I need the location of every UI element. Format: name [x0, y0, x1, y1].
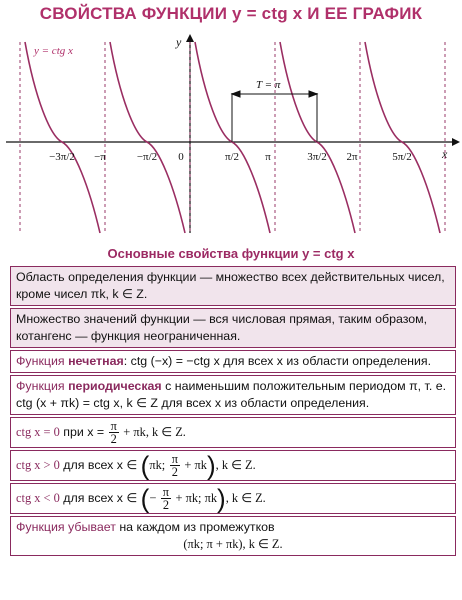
property-text: на каждом из промежутков	[119, 520, 275, 534]
function-label: y = ctg x	[34, 45, 73, 57]
section-subtitle: Основные свойства функции y = ctg x	[107, 246, 355, 261]
tick-labels	[49, 151, 412, 163]
property-lead: ctg x < 0	[16, 490, 60, 505]
tick-label: 0	[178, 151, 184, 163]
property-keyword: нечетная	[68, 354, 124, 368]
property-text: Множество значений функции — вся числовая прямая, таким образом, котангенс — функция неограниченная.	[16, 312, 428, 343]
property-lead: Функция убывает	[16, 520, 116, 534]
period-label: T = π	[256, 79, 281, 91]
property-odd	[10, 350, 456, 373]
tick-label: −3π/2	[49, 151, 75, 163]
property-interval: (πk; π + πk), k ∈ Z.	[183, 537, 283, 551]
fraction: $\frac{\pi}{2}$	[171, 452, 178, 479]
fraction: $\frac{\pi}{2}$	[110, 419, 117, 446]
property-positive: ctg x > 0 для всех x ∈ (πk; $\frac{\pi}{2}$ + πk), k ∈ Z.	[10, 450, 456, 481]
tick-label: 5π/2	[392, 151, 412, 163]
properties-list	[10, 266, 456, 558]
property-text: Область определения функции — множество всех действительных чисел, кроме чисел πk, k ∈ Z.	[16, 270, 445, 301]
property-range	[10, 308, 456, 348]
property-zeros	[10, 417, 456, 448]
property-text: с наименьшим положительным периодом π, т. е. ctg (x + πk) = ctg x, k ∈ Z для всех x из области определения.	[16, 379, 447, 410]
tick-label: −π/2	[136, 151, 158, 163]
y-axis-arrow	[186, 34, 194, 42]
property-text: для всех x ∈	[63, 457, 138, 472]
tick-label: π	[265, 151, 271, 163]
property-lead: Функция	[16, 354, 65, 368]
property-periodic	[10, 375, 456, 415]
property-lead: Функция	[16, 379, 65, 393]
x-axis-label: x	[442, 147, 448, 161]
property-text: для всех x ∈	[63, 490, 138, 505]
tick-label: −π	[94, 151, 106, 163]
fraction: $\frac{\pi}{2}$	[162, 485, 170, 512]
tick-label: 3π/2	[307, 151, 327, 163]
cotangent-graph	[0, 28, 462, 238]
property-text: при x =	[63, 424, 105, 439]
page-title: СВОЙСТВА ФУНКЦИИ y = ctg x И ЕЕ ГРАФИК	[39, 4, 423, 23]
property-text: + πk, k ∈ Z.	[123, 424, 186, 439]
tick-label: π/2	[224, 151, 240, 163]
property-decreasing	[10, 516, 456, 556]
property-lead: ctg x = 0	[16, 424, 60, 439]
property-lead: ctg x > 0	[16, 457, 60, 472]
property-text: : ctg (−x) = −ctg x для всех x из области определения.	[123, 354, 432, 368]
tick-label: 2π	[346, 151, 358, 163]
y-axis-label: y	[176, 35, 182, 49]
property-keyword: периодическая	[68, 379, 162, 393]
property-negative: ctg x < 0 для всех x ∈ (− $\frac{\pi}{2}$ + πk; πk), k ∈ Z.	[10, 483, 456, 514]
x-axis-arrow	[452, 138, 460, 146]
property-domain	[10, 266, 456, 306]
